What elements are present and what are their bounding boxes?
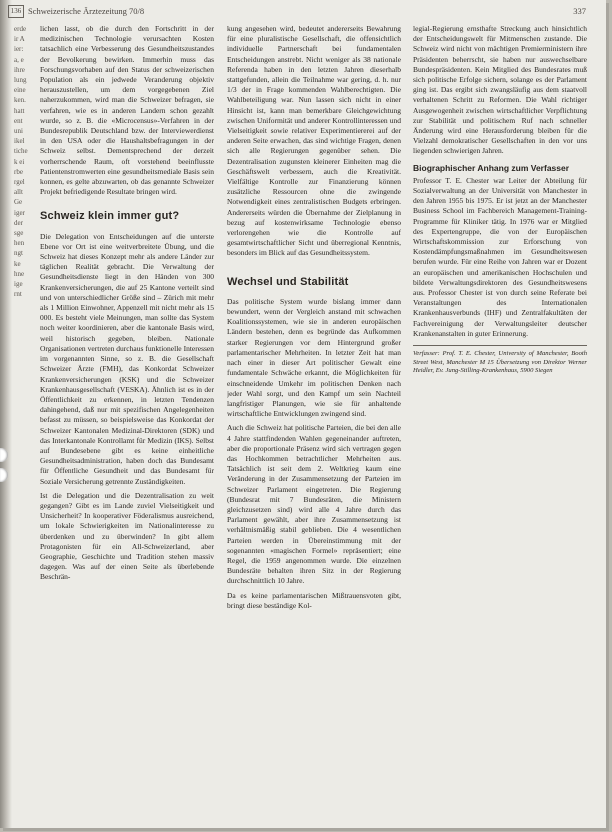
edge-fragment: tiche <box>14 147 28 156</box>
edge-fragment: rnt <box>14 290 22 299</box>
edge-fragment: ngt <box>14 249 23 258</box>
col3-top-paragraph: legial-Regierung ernsthafte Streckung auch hinsichtlich der Entscheidungswelt für Mitmenschen zustande. Die Schweiz wird nicht von mächtigen Premierministern ihre Präsidenten beherrscht, sie haben nur auswechselbare Bundespräsidenten. Kein Mitglied des Bundesrates muß sich politische Erfolge sichern, solange es der Parlament ging ist. Das ergibt sich zwangsläufig aus dem staatvoll verhaltenen Schritt zu Reformen. Die Wahl richtiger Ausgewogenheit zwischen wirtschaftlicher Verpflichtung zur Stabilität und politischem Ruf nach schneller Änderung wird eine Herausforderung bleiben für die Vielzahl demokratischer Gesellschaften in den vor uns liegenden schwierigen Jahren. <box>413 24 587 156</box>
edge-fragment: ir A <box>14 35 25 44</box>
edge-fragment: rbe <box>14 167 23 176</box>
edge-fragment: rgel <box>14 178 25 187</box>
edge-fragment: k ei <box>14 157 25 166</box>
col2-top-paragraph: kung angesehen wird, bedeutet andererseits Bewahrung für eine pluralistische Gesellschaft, die offensichtlich individuelle Partnerschaft bei fundamentalen Entscheidungen anstrebt. Nicht weniger als 38 nationale Referenda haben in den letzten Jahren dieserhalb stattgefunden, allein die Teilnahme war gering, d. h. nur 1/3 der in Frage kommenden Wahlberechtigten. Die Wahlbeteiligung war. Nun lassen sich nicht in einer Hinsicht ist, kann man bemerkbare Gleichgewichtung zwischen Uniformität und anderer Kontrollinteressen und Vielseitigkeit sowie relativer Experimentiererei auf der anderen Seite erwachen, das sind wichtige Fragen, denen sich alle Regierungen gegenüber sehen. Die Dezentralisation zugunsten kleinerer Einheiten mag die Geschäftswelt verbessern, auch die Kreativität. Vielfältige Kontrolle zur Finanzierung können zusätzliche Ressourcen ohne die zwingende Notwendigkeit eines zentralistischen Budgets erbringen. Andererseits würden die Übernahme der Zielplanung in bezug auf kostenwirksame Technologie ebenso verlorengehen wie die Kontrolle auf gesamtwirtschaftlicher Sicht und überregional Kenntnis, besonders im Blick auf das Gesundheitssystem. <box>227 24 401 258</box>
previous-page-edge-text <box>14 24 36 444</box>
edge-fragment: lung <box>14 76 27 85</box>
column-left <box>40 24 214 824</box>
edge-fragment: hne <box>14 269 25 278</box>
edge-fragment: uni <box>14 127 23 136</box>
column-right <box>413 24 587 824</box>
running-header <box>10 6 586 18</box>
col2-body-paragraph: Auch die Schweiz hat politische Parteien, die bei den alle 4 Jahre stattfindenden Wahlen gegeneinander auftreten, aber die proportionale Präsenz wird sich vertragen gegen das Hochkommen betrachtlicher Mehrheiten aus. Tatsächlich ist seit dem 2. Weltkrieg kaum eine Veränderung in der Zusammensetzung der Parteien im Schweizer Parlament eingetreten. Die Regierung (Bundesrat mit 7 Bundesräten, die Ministern gleichzusetzen sind) wird alle 4 Jahre durch das Parlament gewählt, aber ihre Zusammensetzung ist verhältnismäßig stabil geblieben. Die 4 wesentlichen Parteien werden in Übereinstimmung mit der sogenannten «magischen Formel» repräsentiert; eine Regel, die 1959 angenommen wurde. Die einzelnen Bundesräte behalten ihren Sitz in der Regierung durchschnittlich 10 Jahre. <box>227 423 401 586</box>
page-marker: 136 <box>8 5 24 18</box>
edge-fragment: der <box>14 218 23 227</box>
edge-fragment: allt <box>14 188 23 197</box>
edge-fragment: iger <box>14 208 25 217</box>
author-address: Verfasser: Prof. T. E. Chester, University of Manchester, Booth Street West, Manchester M 15 Übersetzung von Direktor Werner Heidler, Ev. Jung-Stilling-Krankenhaus, 5900 Siegen <box>413 350 587 375</box>
edge-fragment: hen <box>14 239 25 248</box>
section-heading-klein: Schweiz klein immer gut? <box>40 210 180 223</box>
col1-body-paragraph: Ist die Delegation und die Dezentralisation zu weit gegangen? Gibt es im Lande zuviel Vielseitigkeit und Unsicherheit? In kooperativer Föderalismus ausreichend, um lokale Schwierigkeiten im Nationalinteresse zu überdenken und zu überwinden? In gibt allem Protagonisten für ein All-Schweizerland, aber Geographie, Geschichte und Tradition stehen massiv dagegen. Was auf der einen Seite als überlebende Beschrän- <box>40 490 214 582</box>
edge-fragment: ken. <box>14 96 26 105</box>
edge-fragment: sge <box>14 229 24 238</box>
col2-body-paragraph: Das politische System wurde bislang immer dann bewundert, wenn der Vergleich anstand mit schwachen Koalitionssystemen, wie sie in anderen europäischen Ländern bestehen, denn es begründe das Aufkommen starker Regierungen vor dem Hintergrund großer parlamentarischer Mehrheiten. In letzter Zeit hat man nach einer in dieser Art politischer Gewalt eine fundamentale Schwäche erkannt, die Möglichkeiten für einschneidende Umkehr im politischen Denken nach jeder Wahl sorgt, und den Kampf um sein Nachteil langfristiger Planungen, wie sie für anhaltende wirtschaftliche Entwicklungen zwingend sind. <box>227 296 401 419</box>
edge-fragment: ke <box>14 259 21 268</box>
col2-body-paragraph: Da es keine parlamentarischen Mißtrauensvoten gibt, bringt diese beständige Kol- <box>227 590 401 610</box>
edge-fragment: Ge <box>14 198 23 207</box>
edge-fragment: ige <box>14 280 23 289</box>
section-heading-wechsel: Wechsel und Stabilität <box>227 275 349 288</box>
page-number: 337 <box>573 6 586 16</box>
edge-fragment: eine <box>14 86 26 95</box>
journal-title: Schweizerische Ärztezeitung 70/8 <box>28 6 145 16</box>
binding-gutter <box>0 0 12 828</box>
divider-rule <box>413 345 587 346</box>
col1-body-paragraph: Die Delegation von Entscheidungen auf die unterste Ebene vor Ort ist eine weitverbreitete Übung, und die Schweiz hat dieses Konzept mehr als andere Länder zur täglichen Realität gebracht. Die Verwaltung der Gesundheitsdienste liegt in den Händen von 300 Krankenversicherungen, die auf 25 Kantone verteilt sind und von unterschiedlicher Größe sind – Zürich mit mehr als 1 Million Einwohner, Appenzell mit nicht mehr als 15 000. Es besteht viele Meinungen, man sollte das System noch weiter koordinieren, aber die kantonale Basis wird, weil historisch gegeben, bleiben. Nationale Organisationen vertreten durchaus funktionelle Interessen im vorgenannten Sinne, so z. B. die Gesellschaft Schweizer Ärzte (FMH), das Konkordat Schweizer Krankenversicherungen (KSK) und die Schweizer Krankenhausgesellschaft (VESKA). Ähnlich ist es in der Öffentlichkeit zu erkennen, in letzten Tendenzen dahingehend, daß nur mit spezifischen Angelegenheiten befasst zu müssen, so beispielsweise das Konkordat der Schweizer Kantonalen Medizinal-Direktoren (SDK) und das Interkantonale Kontrollamt für Medizin (IKS). Selbst auf Bundesebene gibt es keine einheitliche Gesundheitsadministration, haben doch das Bundesamt für Öffentliche Gesundheit und das Bundesamt für Soziale Versicherung getrennte Zuständigkeiten. <box>40 231 214 486</box>
edge-fragment: ent <box>14 116 23 125</box>
edge-fragment: a, e <box>14 55 24 64</box>
biography-heading: Biographischer Anhang zum Verfasser <box>413 162 570 173</box>
edge-fragment: ier: <box>14 45 24 54</box>
edge-fragment: erde <box>14 25 27 33</box>
biography-paragraph: Professor T. E. Chester war Leiter der Abteilung für Sozialverwaltung an der Universität von Manchester in den Jahren 1955 bis 1975. Er ist jetzt an der Manchester Business School im Fachbereich Management-Training-Programme für Kliniker tätig. In 1976 war er Mitglied des Expertengruppe, die von der Europäischen Wirtschaftskommission zur Erforschung von Kostendämpfungsmaßnahmen im Gesundheitswesen berufen wurde. Für eine Reihe von Jahren war er Dozent an europäischen und amerikanischen Hochschulen und bildete Verwaltungsdirektoren des Gesundheitswesens aus. Professor Chester ist von durch seine Referate bei Veranstaltungen des Internationalen Krankenhausverbunds (IHF) und Zentralfakultäten der Fachvereinigung der Verwaltungsleiter deutscher Krankenanstalten in guter Erinnerung. <box>413 175 587 338</box>
edge-fragment: ihre <box>14 65 25 74</box>
col1-intro-paragraph: lichen lasst, ob die durch den Fortschritt in der medizinischen Technologie verursachten Kosten tatsachlich eine Verbesserung des Gesundheitszustandes der Bevolkerung bewirken. Immerhin muss das Forschungsvorhaben auf den Status der schweizerischen Population als ein jedwede Veranderung objektiv herauszustellen, um dem vorgegebenen Ziel naherzukommen, wird man die Schweizer befragen, sie verfahren, wie es in anderen Landern schon gezahlt wurde, so z. B. die «Microcensus»-Verfahren in der Bundesrepublik Deutschland bzw. der Interviewerdienst in den USA oder die Haushaltsbefragungen in der Schweiz selbst. Dementsprechend der derzeit vorherrschende Raum, oft vorstehend beeinflusste Patientenstromwerten eine gesundheitsmediale Basis sein konnen, es gelte abzuwarten, ob das genannte Schweizer Projekt befriedigende Resultate bringen wird. <box>40 24 214 197</box>
edge-fragment: ikel <box>14 137 25 146</box>
column-middle <box>227 24 401 824</box>
edge-fragment: hatt <box>14 106 25 115</box>
